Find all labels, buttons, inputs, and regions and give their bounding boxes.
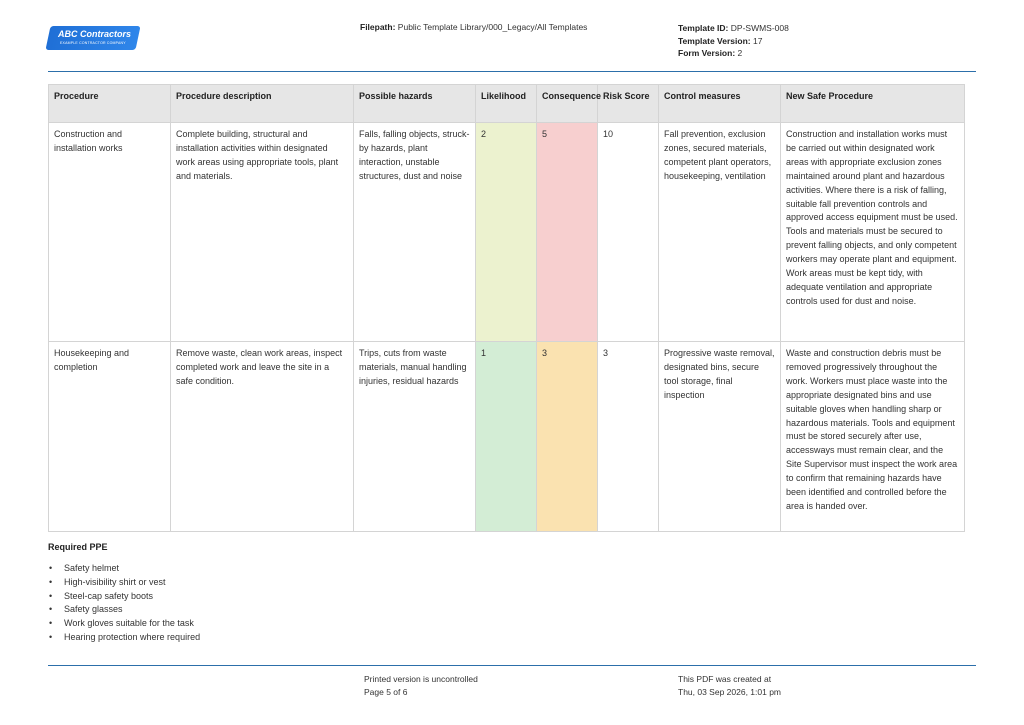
- form-version-label: Form Version:: [678, 48, 736, 58]
- col-header-description: Procedure description: [171, 85, 354, 123]
- filepath-value: Public Template Library/000_Legacy/All Templates: [397, 22, 588, 32]
- logo-title: ABC Contractors: [58, 29, 132, 39]
- col-header-new-procedure: New Safe Procedure: [781, 85, 965, 123]
- cell-procedure: Construction and installation works: [49, 123, 171, 342]
- created-timestamp: Thu, 03 Sep 2026, 1:01 pm: [678, 687, 782, 697]
- col-header-risk-score: Risk Score: [598, 85, 659, 123]
- template-id-label: Template ID:: [678, 23, 729, 33]
- template-version-label: Template Version:: [678, 35, 751, 46]
- col-header-hazards: Possible hazards: [354, 85, 476, 123]
- cell-hazards: Trips, cuts from waste materials, manual handling injuries, residual hazards: [354, 342, 476, 532]
- cell-risk-score: 10: [598, 123, 659, 342]
- form-version-value: 2: [737, 48, 743, 58]
- cell-new-procedure: Construction and installation works must be carried out within designated work areas with appropriate exclusion zones maintained around plant and hazardous activities. Where there is a risk of falling, suitable fall prevention controls and approved access equipment must be used. Tools and materials must be secured to prevent falling objects, and only competent workers may operate plant and equipment. Work areas must be kept tidy, with adequate ventilation and appropriate controls used for dust and noise.: [781, 123, 965, 342]
- template-version-value: 17: [752, 35, 763, 46]
- col-header-likelihood: Likelihood: [476, 85, 537, 123]
- list-item: • Safety glasses: [48, 603, 200, 617]
- company-logo: [48, 26, 140, 52]
- table-row: [49, 342, 965, 532]
- cell-likelihood: 1: [476, 342, 537, 532]
- cell-likelihood: 2: [476, 123, 537, 342]
- page-number: Page 5 of 6: [364, 687, 408, 697]
- created-label: This PDF was created at: [678, 674, 772, 684]
- table-row: [49, 123, 965, 342]
- filepath-label: Filepath:: [360, 22, 396, 32]
- required-ppe-section: [48, 542, 200, 645]
- list-item: • Safety helmet: [48, 562, 200, 576]
- col-header-controls: Control measures: [659, 85, 781, 123]
- template-id-value: DP-SWMS-008: [730, 23, 789, 33]
- list-item: • Steel-cap safety boots: [48, 590, 200, 604]
- footer-left: [364, 673, 478, 699]
- swms-table: [48, 84, 965, 532]
- logo-subtitle: EXAMPLE CONTRACTOR COMPANY: [60, 41, 126, 45]
- col-header-procedure: Procedure: [49, 85, 171, 123]
- footer-right: [678, 673, 781, 699]
- cell-description: Remove waste, clean work areas, inspect completed work and leave the site in a safe condition.: [171, 342, 354, 532]
- cell-controls: Fall prevention, exclusion zones, secured materials, competent plant operators, housekeeping, ventilation: [659, 123, 781, 342]
- ppe-list: [48, 562, 200, 645]
- template-meta: [678, 22, 789, 60]
- header-divider: [48, 71, 976, 72]
- cell-hazards: Falls, falling objects, struck-by hazards, plant interaction, unstable structures, dust and noise: [354, 123, 476, 342]
- list-item: • Work gloves suitable for the task: [48, 617, 200, 631]
- template-version: [678, 35, 789, 48]
- footer-divider: [48, 665, 976, 666]
- cell-description: Complete building, structural and installation activities within designated work areas using appropriate tools, plant and materials.: [171, 123, 354, 342]
- list-item: • High-visibility shirt or vest: [48, 576, 200, 590]
- template-id: [678, 22, 789, 35]
- cell-consequence: 3: [537, 342, 598, 532]
- form-version: [678, 47, 789, 60]
- cell-procedure: Housekeeping and completion: [49, 342, 171, 532]
- table-header-row: [49, 85, 965, 123]
- uncontrolled-note: Printed version is uncontrolled: [364, 674, 478, 684]
- ppe-title: Required PPE: [48, 542, 108, 552]
- cell-new-procedure: Waste and construction debris must be removed progressively throughout the work. Workers must place waste into the appropriate designated bins and use suitable gloves when handling sharp or hazardous materials. Tools and equipment must be stored securely after use, accessways must remain clear, and the Site Supervisor must inspect the work area to confirm that remaining hazards have been identified and controlled before the area is handed over.: [781, 342, 965, 532]
- list-item: • Hearing protection where required: [48, 631, 200, 645]
- col-header-consequence: Consequence: [537, 85, 598, 123]
- cell-consequence: 5: [537, 123, 598, 342]
- cell-risk-score: 3: [598, 342, 659, 532]
- filepath: [360, 22, 587, 32]
- cell-controls: Progressive waste removal, designated bins, secure tool storage, final inspection: [659, 342, 781, 532]
